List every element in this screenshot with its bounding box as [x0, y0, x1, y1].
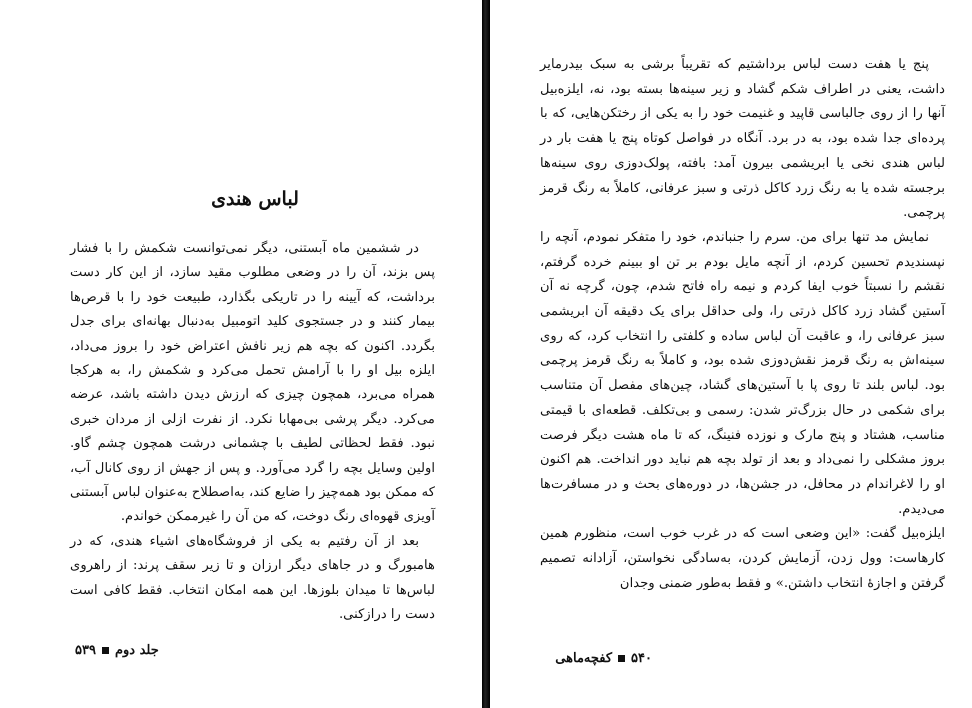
square-bullet-icon [618, 655, 625, 662]
right-page-footer [555, 651, 652, 666]
paragraph: بعد از آن رفتیم به یکی از فروشگاه‌های اشیاء هندی، که در هامبورگ و در جاهای دیگر ارزان و تا زیر سقف پرند: از راهروی لباس‌ها تا میدان بلوزها. این همه امکان انتخاب. فقط کافی است دست را درازکنی. [70, 533, 435, 623]
left-body-text [70, 237, 435, 628]
page-number: ۵۳۹ [75, 643, 96, 658]
square-bullet-icon [102, 647, 109, 654]
left-page [0, 0, 482, 708]
right-page [490, 0, 972, 708]
running-head: کفچه‌ماهی [555, 651, 613, 666]
book-gutter [482, 0, 490, 708]
paragraph: پنج یا هفت دست لباس برداشتیم که تقریباً برشی به سبک بیدرمایر داشت، یعنی در اطراف شکم گشاد و زیر سینه‌ها بسته بود، نه، ایلزه‌بیل آنها را از روی جالباسی قاپید و غنیمت خود را به یکی از رختکن‌هایی، که با پرده‌ای جدا شده بود، به در برد. آنگاه در فواصل کوتاه پنج یا هفت بار در لباس هندی نخی یا ابریشمی بیرون آمد: بافته، پولک‌دوزی روی سینه‌ها برجسته شده یا به رنگ زرد کاکل ذرتی و سبز عرفانی، کاملاً به رنگ قرمز پرچمی. [540, 57, 945, 221]
paragraph: نمایش مد تنها برای من. سرم را جنباندم، خود را متفکر نمودم، آنچه را نپسندیدم تحسین کردم، از آنچه مایل بودم بر تن او ببینم خرده گرفتم، نقشم را نسبتاً خوب ایفا کردم و نیمه راه فاتح شدم، چون، گرچه نه آن آستین گشاد زرد کاکل ذرتی را، ولی حداقل برای یک دقیقه آن ابریشمی سبز عرفانی را، و عاقبت آن لباس ساده و کلفتی را انتخاب کرد، که روی سینه‌اش به رنگ قرمز نقش‌دوزی شده بود، و کاملاً به رنگ قرمز پرچمی بود. لباس بلند تا روی پا با آستین‌های گشاد، چین‌های مفصل آن متناسب برای شکمی در حال بزرگ‌تر شدن: رسمی و بی‌تکلف. قطعه‌ای با قیمتی مناسب، هشتاد و پنج مارک و نوزده فنینگ، که تا ماه هشت دیگر فرصت بروز مشکلی را نمی‌داد و بعد از تولد بچه هم نباید دور انداخت. هم اکنون او را لاغراندام در محافل، در جشن‌ها، در دوره‌های بحث و در مسافرت‌ها می‌دیدم. [540, 229, 945, 517]
page-number: ۵۴۰ [631, 651, 652, 666]
running-head: جلد دوم [114, 643, 159, 658]
chapter-title: لباس هندی [211, 188, 299, 210]
paragraph: در ششمین ماه آبستنی، دیگر نمی‌توانست شکمش را با فشار پس بزند، آن را در وضعی مطلوب مقید سازد، از این کار دست برداشت، که آیینه را در تاریکی بگذارد، طبیعت خود را با قرص‌ها بیمار کنند و در جستجوی کلید اتومبیل به‌دنبال بهانه‌ای برای جدل بگردد. اکنون که بچه هم زیر نافش اعتراض خود را بروز می‌داد، ایلزه بیل او را با آرامش تحمل می‌کرد و شکمش را، به هرکجا همراه می‌برد، همچون چیزی که ارزش دیدن داشته باشد، عرضه می‌کرد. دیگر پرشی بی‌مهابا نکرد. از نفرت ازلی از مردان خبری نبود. فقط لحظاتی لطیف با چشمانی درشت همچون چشم گاو. اولین وسایل بچه را گرد می‌آورد. و پس از جهش از روی کانال آب، که ممکن بود همه‌چیز را ضایع کند، به‌اصطلاح به‌عنوان لباس آبستنی آویزی قهوه‌ای رنگ دوخت، که من آن را غیرممکن خواندم. [70, 241, 435, 525]
right-body-text [540, 53, 945, 596]
paragraph: ایلزه‌بیل گفت: «این وضعی است که در غرب خوب است، منظورم همین کارهاست: وول زدن، آزمایش کردن، به‌سادگی نخواستن، آزادانه تصمیم گرفتن و اجازهٔ انتخاب داشتن.» و فقط به‌طور ضمنی وجدان [540, 526, 945, 591]
left-page-footer [75, 643, 159, 658]
